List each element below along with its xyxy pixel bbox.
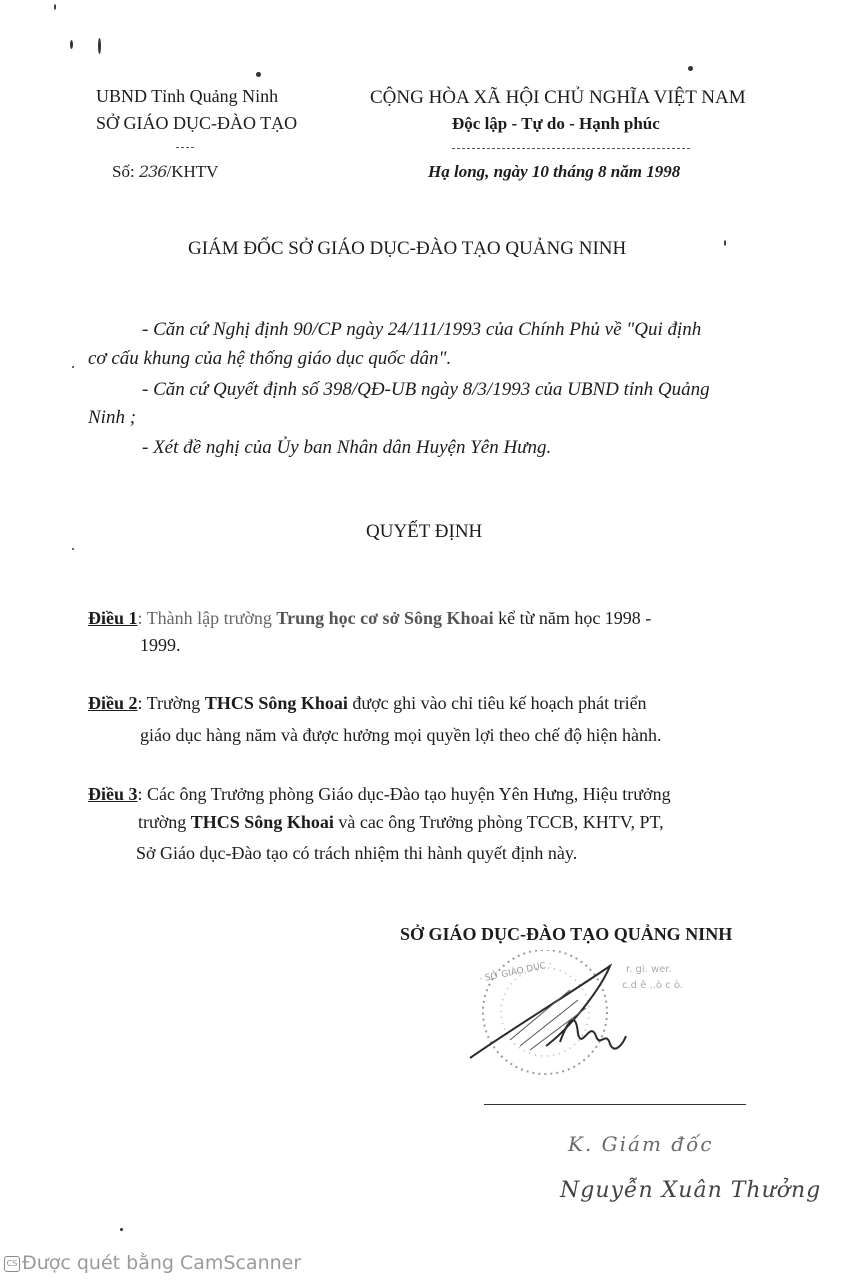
article-1-label: Điều 1 bbox=[88, 608, 138, 628]
article-2-label: Điều 2 bbox=[88, 693, 138, 713]
preamble-2-line2: Ninh ; bbox=[88, 407, 137, 428]
scan-speck bbox=[72, 548, 74, 550]
page-title: GIÁM ĐỐC SỞ GIÁO DỤC-ĐÀO TẠO QUẢNG NINH bbox=[188, 238, 627, 259]
stamp-side-text-2: c.d ê ..ò c ò. bbox=[622, 980, 683, 991]
signer-title: K. Giám đốc bbox=[568, 1132, 714, 1156]
article-1-text-a: : Thành lập trường bbox=[137, 608, 277, 628]
article-2-line2: giáo dục hàng năm và được hưởng mọi quyền lợi theo chế độ hiện hành. bbox=[140, 725, 662, 745]
scan-speck bbox=[256, 72, 261, 77]
article-2-school-name: THCS Sông Khoai bbox=[204, 693, 348, 713]
article-1-line2: 1999. bbox=[140, 635, 181, 655]
stamp-side-text: r. gi. wer. bbox=[626, 964, 672, 975]
article-3-line1 bbox=[88, 784, 671, 805]
scan-speck bbox=[120, 1228, 123, 1231]
national-title: CỘNG HÒA XÃ HỘI CHỦ NGHĨA VIỆT NAM bbox=[370, 87, 746, 108]
camscanner-logo-icon: CS bbox=[4, 1256, 20, 1272]
document-number-prefix: Số: bbox=[112, 162, 135, 181]
stamp-text: · SỞ GIÁO DỤC · bbox=[478, 959, 553, 985]
issuer-divider bbox=[176, 147, 194, 148]
signature-underline bbox=[484, 1104, 746, 1105]
issuer-line2: SỞ GIÁO DỤC-ĐÀO TẠO bbox=[96, 113, 298, 133]
signature-org: SỞ GIÁO DỤC-ĐÀO TẠO QUẢNG NINH bbox=[400, 924, 733, 944]
article-1-line1 bbox=[88, 608, 651, 629]
stamp-ring-inner bbox=[501, 968, 589, 1056]
article-3-school-name: THCS Sông Khoai bbox=[190, 812, 334, 832]
national-motto: Độc lập - Tự do - Hạnh phúc bbox=[452, 114, 660, 133]
preamble-1-line1: - Căn cứ Nghị định 90/CP ngày 24/111/1993 của Chính Phủ về "Qui định bbox=[142, 319, 702, 340]
document-number-handwritten: 236 bbox=[138, 162, 167, 181]
decision-heading: QUYẾT ĐỊNH bbox=[366, 521, 483, 542]
motto-divider bbox=[452, 148, 690, 149]
article-3-line3: Sở Giáo dục-Đào tạo có trách nhiệm thi hành quyết định này. bbox=[136, 843, 578, 863]
preamble-3-line1: - Xét đề nghị của Ủy ban Nhân dân Huyện Yên Hưng. bbox=[142, 437, 552, 458]
scan-speck bbox=[70, 40, 73, 49]
document-number bbox=[112, 162, 218, 182]
article-2-text-a: : Trường bbox=[137, 693, 205, 713]
article-3-text-2a: trường bbox=[138, 812, 191, 832]
scanner-footer-text: Được quét bằng CamScanner bbox=[22, 1252, 302, 1274]
signer-name: Nguyễn Xuân Thưởng bbox=[560, 1178, 822, 1203]
article-3-label: Điều 3 bbox=[88, 784, 138, 804]
official-stamp-and-signature bbox=[450, 950, 750, 1100]
scan-speck bbox=[54, 4, 56, 10]
document-number-suffix: /KHTV bbox=[166, 162, 219, 181]
scan-speck bbox=[724, 240, 726, 246]
preamble-2-line1: - Căn cứ Quyết định số 398/QĐ-UB ngày 8/3/1993 của UBND tỉnh Quảng bbox=[142, 379, 710, 400]
article-1-school-name: Trung học cơ sở Sông Khoai bbox=[276, 608, 494, 628]
article-3-text-2c: và cac ông Trưởng phòng TCCB, KHTV, PT, bbox=[333, 812, 664, 832]
scan-speck bbox=[688, 66, 693, 71]
preamble-1-line2: cơ cấu khung của hệ thống giáo dục quốc dân". bbox=[88, 348, 452, 369]
article-2-text-c: được ghi vào chỉ tiêu kế hoạch phát triển bbox=[347, 693, 647, 713]
issue-date: Hạ long, ngày 10 tháng 8 năm 1998 bbox=[428, 162, 681, 181]
article-2-line1 bbox=[88, 693, 647, 714]
scan-speck bbox=[72, 366, 74, 368]
scan-speck bbox=[98, 38, 101, 54]
issuer-line1: UBND Tỉnh Quảng Ninh bbox=[96, 86, 279, 106]
article-3-text-a: : Các ông Trưởng phòng Giáo dục-Đào tạo huyện Yên Hưng, Hiệu trưởng bbox=[137, 784, 671, 804]
article-1-text-c: kể từ năm học 1998 - bbox=[493, 608, 652, 628]
article-3-line2 bbox=[138, 812, 664, 833]
